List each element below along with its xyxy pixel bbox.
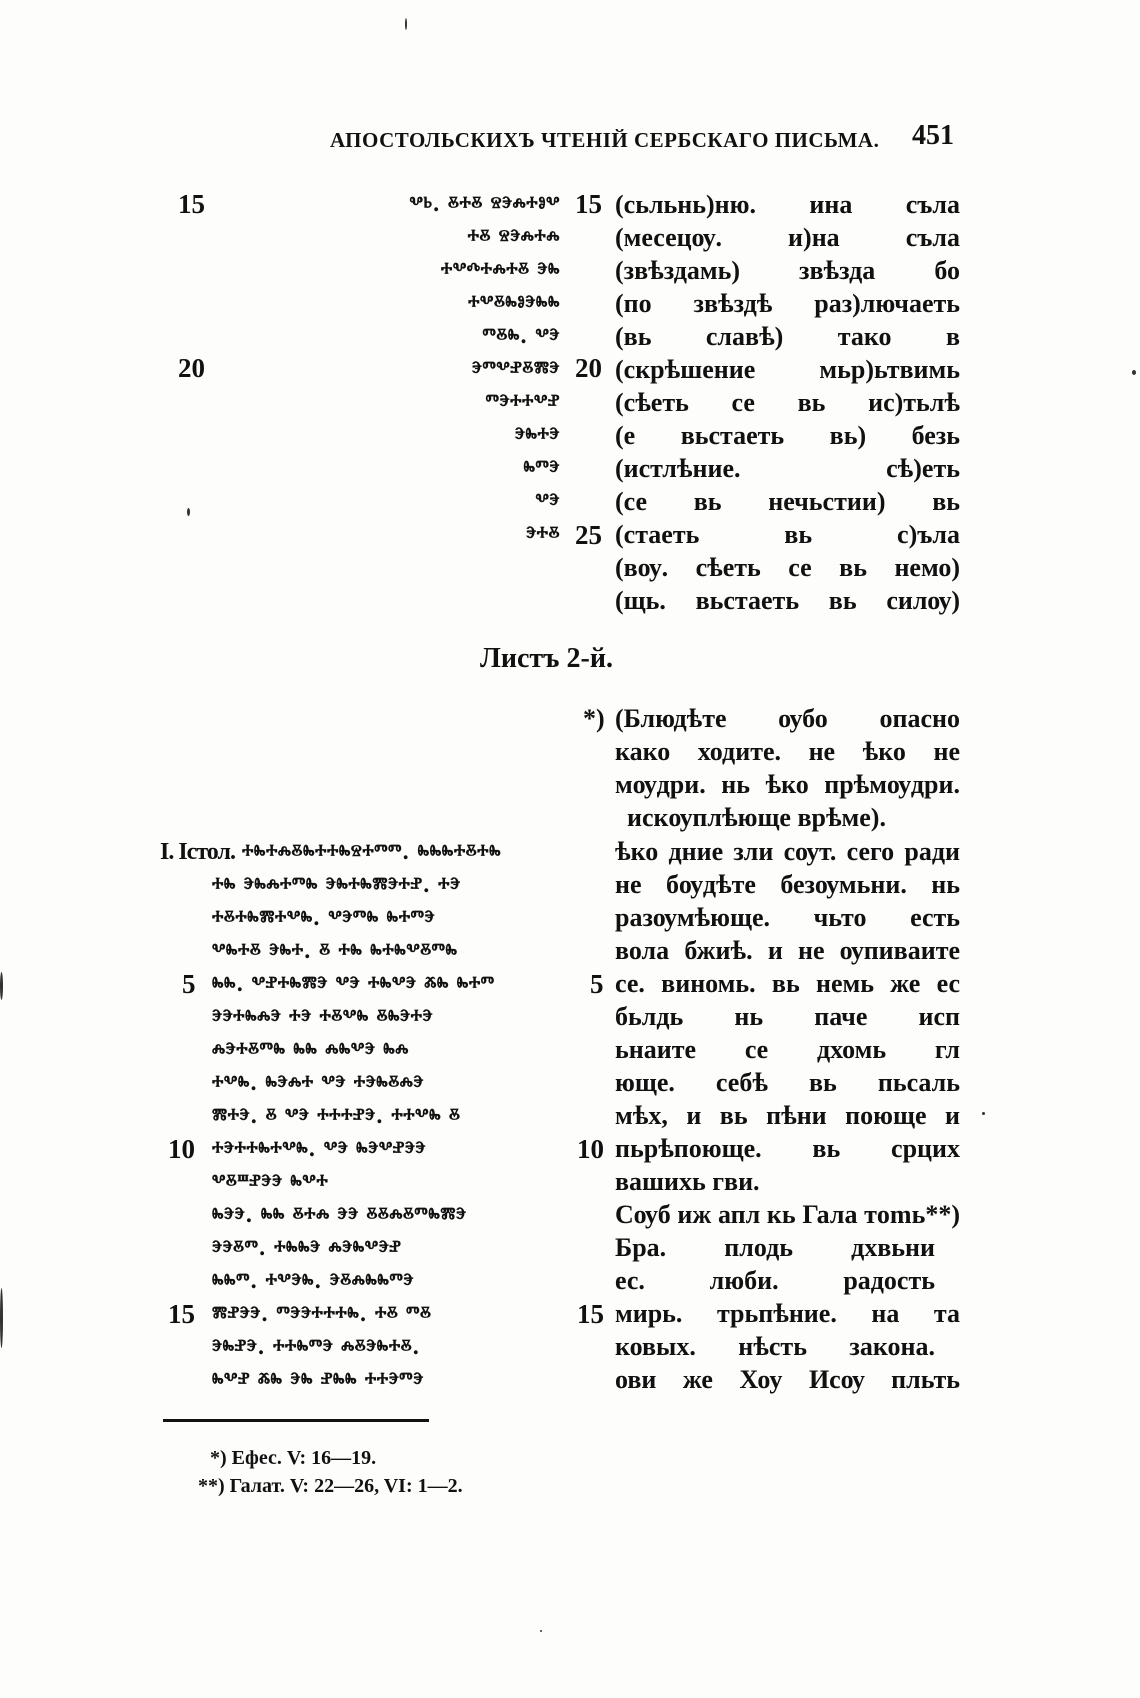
glagolitic-line: ⰰⰸ ⰵⰸⰾⰰⱅⰸ ⰵⰸⰰⰸⰿⰵⰰⱀ. ⰰⰵ xyxy=(212,872,461,897)
glagolitic-line: ⰵⰰⰻ xyxy=(526,521,560,546)
glagolitic-line: ⰰⰵⰰⰰⰸⰰⰲⰸ. ⰲⰵ ⰸⰵⰲⱀⰵⰵ xyxy=(212,1136,426,1161)
page-header xyxy=(0,118,1140,158)
line-number: 5 xyxy=(590,969,604,999)
line-number: 15 xyxy=(178,189,205,219)
glagolitic-line: ⰵⰸⱀⰵ. ⰰⰰⰸⱅⰵ ⰾⰻⰵⰸⰰⰻ. xyxy=(212,1334,420,1359)
line-number: 15 xyxy=(575,189,602,219)
cyrillic-line: (звѣздамь) звѣзда бо xyxy=(615,256,960,285)
glagolitic-line: ⰲⰻⱎⱀⰵⰵ ⰸⰲⰰ xyxy=(212,1169,329,1194)
cyrillic-line: (сьльнь)ню. ина съла xyxy=(615,190,960,219)
glagolitic-line: ⰸⰵⰵ. ⰸⰸ ⰻⰰⰾ ⰵⰵ ⰻⰻⰾⰻⱅⰸⰿⰵ xyxy=(212,1202,467,1227)
cyrillic-line: бьлдь нь паче исп xyxy=(615,1002,960,1031)
glagolitic-line: ⰲⱃ. ⰻⰰⰻ ⱄⰵⰾⰰⱁⰲ xyxy=(409,191,560,216)
cyrillic-line: мѣх, и вь пѣни поюще и xyxy=(615,1101,960,1130)
cyrillic-line: Бра. плодь дхвьни xyxy=(615,1233,935,1262)
glagolitic-line: ⰰⰲⰴⰰⰾⰰⰻ ⰵⰸ xyxy=(440,257,560,282)
scan-speck xyxy=(1132,370,1136,375)
page-number: 451 xyxy=(912,120,954,151)
glagolitic-line: ⰰⰸⰰⰾⰻⰸⰰⰰⰸⱄⰰⱅⱅ. ⰸⰸⰸⰰⰻⰰⰸ xyxy=(242,839,502,864)
line-number: 20 xyxy=(575,353,602,383)
footnote-mark: *) xyxy=(583,704,605,733)
cyrillic-line: ѣко дние зли сѹт. сего ради xyxy=(615,837,960,866)
cyrillic-line: (се вь нечьстии) вь xyxy=(615,487,960,516)
cyrillic-line: не бѹдѣте безѹмьни. нь xyxy=(615,870,960,899)
glagolitic-line: ⰰⰻⰰⰸⰿⰰⰲⰸ. ⰲⰵⱅⰸ ⰸⰰⱅⰵ xyxy=(212,905,436,930)
section-heading: Листъ 2-й. xyxy=(480,643,613,674)
cyrillic-line: (сѣеть се вь ис)тьлѣ xyxy=(615,388,960,417)
glagolitic-line: ⰸⰸⱅ. ⰰⰲⰵⰸ. ⰵⰻⰾⰸⰸⱅⰵ xyxy=(212,1268,414,1293)
cyrillic-line: (щь. вьстаеть вь силѹ) xyxy=(615,586,960,615)
footnote-rule xyxy=(163,1419,429,1422)
glagolitic-line: ⰿⱀⰵⰵ. ⱅⰵⰵⰰⰰⰰⰸ. ⰰⰻ ⱅⰻ xyxy=(212,1301,432,1326)
scan-speck xyxy=(187,508,190,516)
cyrillic-line: вола бжиѣ. и не ѹпиваите xyxy=(615,936,960,965)
cyrillic-line: искѹплѣюще врѣме). xyxy=(627,803,886,832)
cyrillic-line: вашихь гви. xyxy=(615,1167,760,1196)
line-number: 5 xyxy=(182,969,196,999)
cyrillic-line: юще. себѣ вь пьсаль xyxy=(615,1068,960,1097)
cyrillic-line: се. виномь. вь немь же ес xyxy=(615,969,960,998)
cyrillic-line: ковых. нѣсть закона. xyxy=(615,1332,935,1361)
glagolitic-line: ⰵⱅⰲⱀⰻⰿⰵ xyxy=(471,356,560,381)
glagolitic-line: ⰸⰲⱀ ⰶⰸ ⰵⰸ ⱀⰸⰸ ⰰⰰⰵⱅⰵ xyxy=(212,1367,424,1392)
footnote: *) Ефес. V: 16—19. xyxy=(210,1447,377,1469)
cyrillic-line: мѹдри. нь ѣко прѣмѹдри. xyxy=(615,770,960,799)
glagolitic-line: ⰲⰵ xyxy=(535,488,560,513)
glagolitic-line: ⰸⱅⰵ xyxy=(523,455,560,480)
cyrillic-line: Сѹб иж апл кь Гала тomь**) xyxy=(615,1200,960,1229)
glagolitic-line: ⰾⰵⰰⰻⱅⰸ ⰸⰸ ⰾⰸⰲⰵ ⰸⰾ xyxy=(212,1037,409,1062)
cyrillic-line: (вѹ. сѣеть се вь немо) xyxy=(615,553,960,582)
cyrillic-line: разѹмѣюще. чьто есть xyxy=(615,903,960,932)
cyrillic-line: (месецѹ. и)на съла xyxy=(615,223,960,252)
running-title: АПОСТОЛЬСКИХЪ ЧТЕНІЙ СЕРБСКАГО ПИСЬМА. xyxy=(330,128,880,152)
cyrillic-line: пьрѣпоюще. вь срцих xyxy=(615,1134,960,1163)
cyrillic-line: (стаеть вь с)ъла xyxy=(615,520,960,549)
cyrillic-line: (Блюдѣте ѹбо опасно xyxy=(615,704,960,733)
glagolitic-line: ⱅⰵⰰⰰⰲⱀ xyxy=(485,389,560,414)
cyrillic-line: (вь славѣ) тако в xyxy=(615,322,960,351)
line-number: 15 xyxy=(577,1299,604,1329)
glagolitic-line: ⰵⰸⰰⰵ xyxy=(514,422,560,447)
glagolitic-line: ⰲⰸⰰⰻ ⰵⰸⰰ. ⰻ ⰰⰸ ⰸⰰⰸⰲⰻⱅⰸ xyxy=(212,938,458,963)
footnote: **) Галат. V: 22—26, VI: 1—2. xyxy=(198,1475,463,1497)
line-number: 15 xyxy=(168,1299,195,1329)
cyrillic-line: (истлѣние. сѣ)еть xyxy=(615,454,960,483)
glagolitic-line: ⰰⰲⰻⰸⱁⰵⰸⰸ xyxy=(468,290,560,315)
scan-speck xyxy=(405,18,407,30)
glagolitic-line: ⱅⰻⰸ. ⰲⰵ xyxy=(482,323,560,348)
scan-speck xyxy=(0,1288,3,1348)
cyrillic-line: ьнаите се дхомь гл xyxy=(615,1035,960,1064)
glagolitic-line: ⰰⰻ ⱄⰵⰾⰰⰾ xyxy=(467,224,560,249)
scan-speck xyxy=(0,972,3,1000)
line-number: 10 xyxy=(577,1134,604,1164)
line-number: 10 xyxy=(168,1134,195,1164)
glagolitic-line: ⰿⰰⰵ. ⰻ ⰲⰵ ⰰⰰⰰⱀⰵ. ⰰⰰⰲⰸ ⰻ xyxy=(212,1103,461,1128)
glagolitic-line: ⰵⰵⰻⱅ. ⰰⰸⰸⰵ ⰾⰵⰸⰲⰵⱀ xyxy=(212,1235,402,1260)
cyrillic-line: мирь. трьпѣние. на та xyxy=(615,1299,960,1328)
line-number: 20 xyxy=(178,353,205,383)
cyrillic-line: (е вьстаеть вь) безь xyxy=(615,421,960,450)
line-number: 25 xyxy=(575,520,602,550)
glagolitic-line: ⰰⰲⰸ. ⰸⰵⰾⰰ ⰲⰵ ⰰⰵⰸⰻⰾⰵ xyxy=(212,1070,424,1095)
scan-speck xyxy=(540,1630,542,1632)
cyrillic-line: како ходите. не ѣко не xyxy=(615,737,960,766)
cyrillic-line: (по звѣздѣ раз)лючаеть xyxy=(615,289,960,318)
glagolitic-line: ⰵⰵⰰⰸⰾⰵ ⰰⰵ ⰰⰻⰲⰸ ⰻⰸⰵⰰⰵ xyxy=(212,1004,434,1029)
cyrillic-line: ови же Хоу Исѹ пльть xyxy=(615,1365,960,1394)
column-label: I. Iстол. xyxy=(160,839,235,865)
scan-speck xyxy=(982,1112,985,1115)
glagolitic-line: ⰸⰸ. ⰲⱀⰰⰸⰿⰵ ⰲⰵ ⰰⰸⰲⰵ ⰶⰸ ⰸⰰⱅ xyxy=(212,971,495,996)
cyrillic-line: ес. люби. радость xyxy=(615,1266,935,1295)
cyrillic-line: (скрѣшение мьр)ьтвимь xyxy=(615,355,960,384)
